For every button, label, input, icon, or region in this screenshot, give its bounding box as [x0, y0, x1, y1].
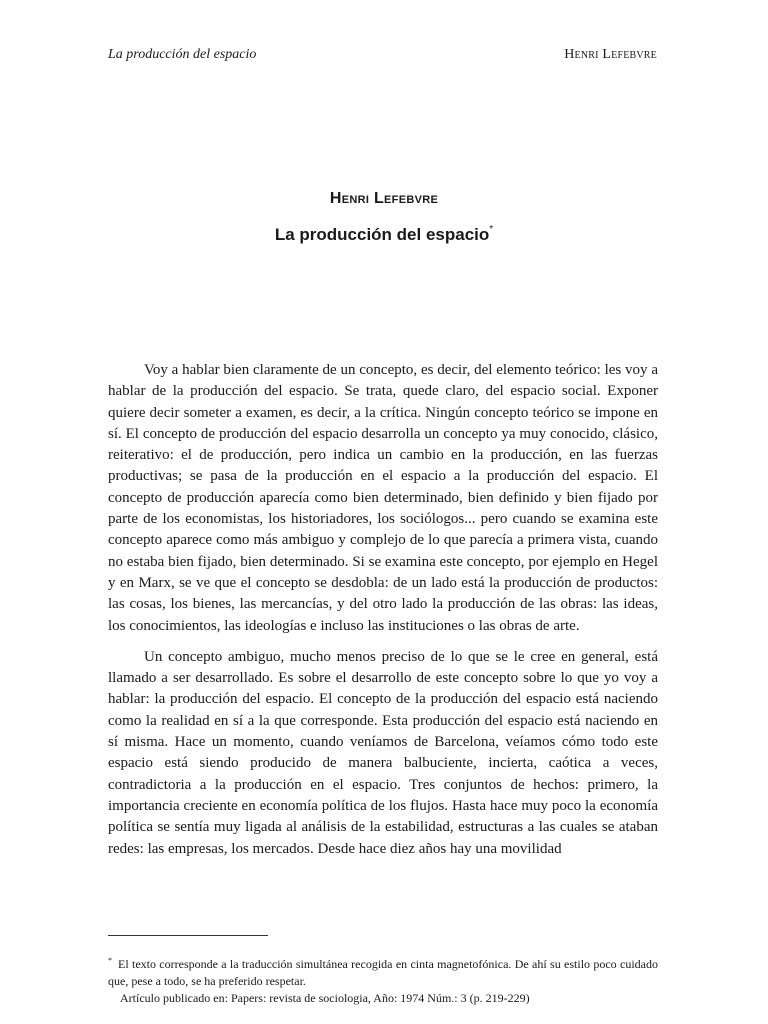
- footnote-note: [108, 952, 658, 990]
- footnote-source: Artículo publicado en: Papers: revista de sociologia, Año: 1974 Núm.: 3 (p. 219-229): [120, 991, 530, 1005]
- running-head-title: La producción del espacio: [108, 47, 257, 62]
- article-body: [108, 360, 658, 870]
- title-footnote-marker: *: [489, 224, 494, 235]
- paragraph-1: Voy a hablar bien claramente de un concepto, es decir, del elemento teórico: les voy a hablar de la producción del espacio. Se trata, quede claro, del espacio social. Exponer quiere decir someter a examen, es decir, a la crítica. Ningún concepto teórico se impone en sí. El concepto de producción del espacio desarrolla un concepto ya muy conocido, clásico, reiterativo: el de producción, pero indica un cambio en la producción, en las fuerzas productivas; se pasa de la producción en el espacio a la producción del espacio. El concepto de producción aparecía como bien determinado, bien definido y bien fijado por parte de los economistas, los historiadores, los sociólogos... pero cuando se examina este concepto aparece como más ambiguo y complejo de lo que parecía a primera vista, cuando no estaba bien fijado, bien determinado. Si se examina este concepto, por ejemplo en Hegel y en Marx, se ve que el concepto se desdobla: de un lado está la producción de productos: las cosas, los bienes, las mercancías, y del otro lado la producción de las obras: las ideas, los conocimientos, las ideologías e incluso las instituciones o las obras de arte.: [108, 362, 658, 634]
- footnotes: [108, 952, 658, 1007]
- article-title: [0, 224, 768, 245]
- footnote-note-text: El texto corresponde a la traducción simultánea recogida en cinta magnetofónica. De ahí su estilo poco cuidado que, pese a todo, se ha preferido respetar.: [108, 957, 658, 988]
- footnote-divider: [108, 935, 268, 936]
- article-author: Henri Lefebvre: [329, 190, 439, 207]
- paragraph-2: Un concepto ambiguo, mucho menos preciso de lo que se le cree en general, está llamado a ser desarrollado. Es sobre el desarrollo de este concepto sobre lo que yo voy a hablar: la producción del espacio. El concepto de la producción del espacio está naciendo como la realidad en sí a la que corresponde. Esta producción del espacio está naciendo en sí misma. Hace un momento, cuando veníamos de Barcelona, veíamos cómo todo este espacio está siendo producido de manera balbuciente, incierta, caótica a veces, contradictoria a la producción en el espacio. Tres conjuntos de hechos: primero, la importancia creciente en economía política de los flujos. Hasta hace muy poco la economía política se sentía muy ligada al análisis de la estabilidad, estructuras a las cuales se ataban redes: las empresas, los mercados. Desde hace diez años hay una movilidad: [108, 648, 658, 857]
- article-title-text: La producción del espacio: [274, 225, 490, 244]
- running-head-author: Henri Lefebvre: [564, 47, 657, 62]
- footnote-marker: *: [108, 956, 112, 965]
